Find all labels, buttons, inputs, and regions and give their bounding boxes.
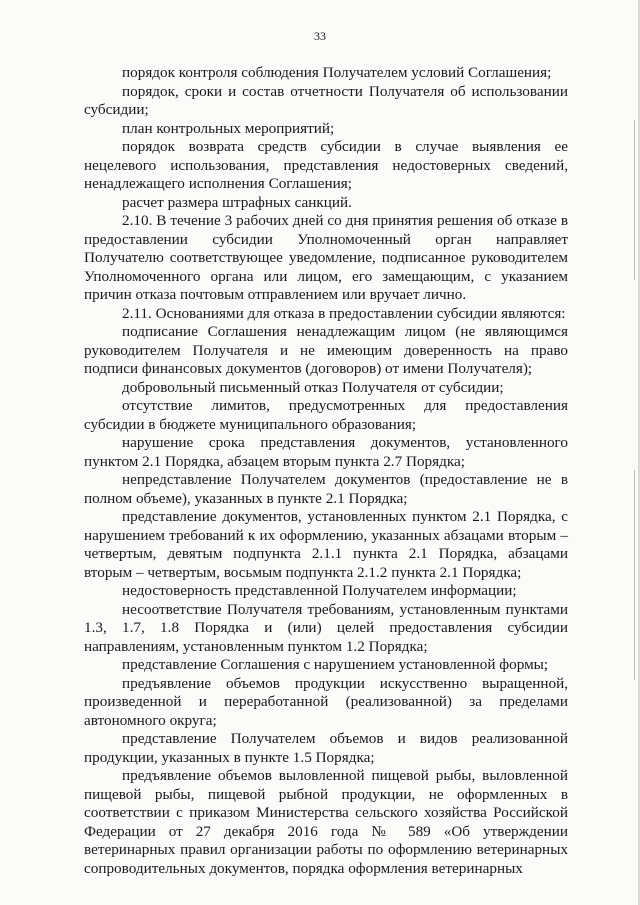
scan-edge-line: [634, 470, 635, 680]
page-number: 33: [314, 29, 326, 43]
document-body: [84, 64, 568, 878]
paragraph: несоответствие Получателя требованиям, установленным пунктами 1.3, 1.7, 1.8 Порядка и (или) целей предоставления субсидии направлениям, установленным пунктом 1.2 Порядка;: [84, 600, 568, 655]
paragraph: представление Получателем объемов и видов реализованной продукции, указанных в пункте 1.5 Порядка;: [84, 730, 568, 766]
paragraph: представление документов, установленных пунктом 2.1 Порядка, с нарушением требований к их оформлению, указанных абзацами вторым – четвертым, девятым подпункта 2.1.1 пункта 2.1 Порядка, абзацами вторым – четвертым, восьмым подпункта 2.1.2 пункта 2.1 Порядка;: [84, 508, 568, 581]
paragraph: непредставление Получателем документов (предоставление не в полном объеме), указанных в пункте 2.1 Порядка;: [84, 471, 568, 507]
paragraph: предъявление объемов выловленной пищевой рыбы, выловленной пищевой рыбы, пищевой рыбной продукции, не оформленных в соответствии с приказом Министерства сельского хозяйства Российской Федерации от 27 декабря 2016 года № 589 «Об утверждении ветеринарных правил организации работы по оформлению ветеринарных сопроводительных документов, порядка оформления ветеринарных: [84, 767, 568, 877]
paragraph: представление Соглашения с нарушением установленной формы;: [122, 656, 549, 673]
scan-edge-line: [634, 120, 635, 280]
paragraph: план контрольных мероприятий;: [122, 119, 335, 137]
paragraph: расчет размера штрафных санкций.: [122, 193, 352, 211]
paragraph: недостоверность представленной Получателем информации;: [122, 582, 517, 599]
paragraph: нарушение срока представления документов, установленного пунктом 2.1 Порядка, абзацем вторым пункта 2.7 Порядка;: [84, 434, 568, 470]
paragraph: предъявление объемов продукции искусственно выращенной, произведенной и переработанной (реализованной) за пределами автономного округа;: [84, 674, 568, 729]
paragraph: порядок, сроки и состав отчетности Получателя об использовании субсидии;: [84, 82, 568, 118]
paragraph: 2.10. В течение 3 рабочих дней со дня принятия решения об отказе в предоставлении субсидии Уполномоченный орган направляет Получателю соответствующее уведомление, подписанное руководителем Уполномоченного органа или лицом, его замещающим, с указанием причин отказа почтовым отправлением или вручает лично.: [84, 212, 568, 303]
paragraph: порядок возврата средств субсидии в случае выявления ее нецелевого использования, представления недостоверных сведений, ненадлежащего исполнения Соглашения;: [84, 138, 568, 192]
paragraph: 2.11. Основаниями для отказа в предоставлении субсидии являются:: [122, 304, 566, 322]
paragraph: подписание Соглашения ненадлежащим лицом (не являющимся руководителем Получателя и не имеющим доверенность на право подписи финансовых документов (договоров) от имени Получателя);: [84, 323, 568, 377]
paragraph: отсутствие лимитов, предусмотренных для предоставления субсидии в бюджете муниципального образования;: [84, 397, 568, 433]
paragraph: добровольный письменный отказ Получателя от субсидии;: [122, 378, 504, 396]
paragraph: порядок контроля соблюдения Получателем условий Соглашения;: [122, 64, 552, 81]
